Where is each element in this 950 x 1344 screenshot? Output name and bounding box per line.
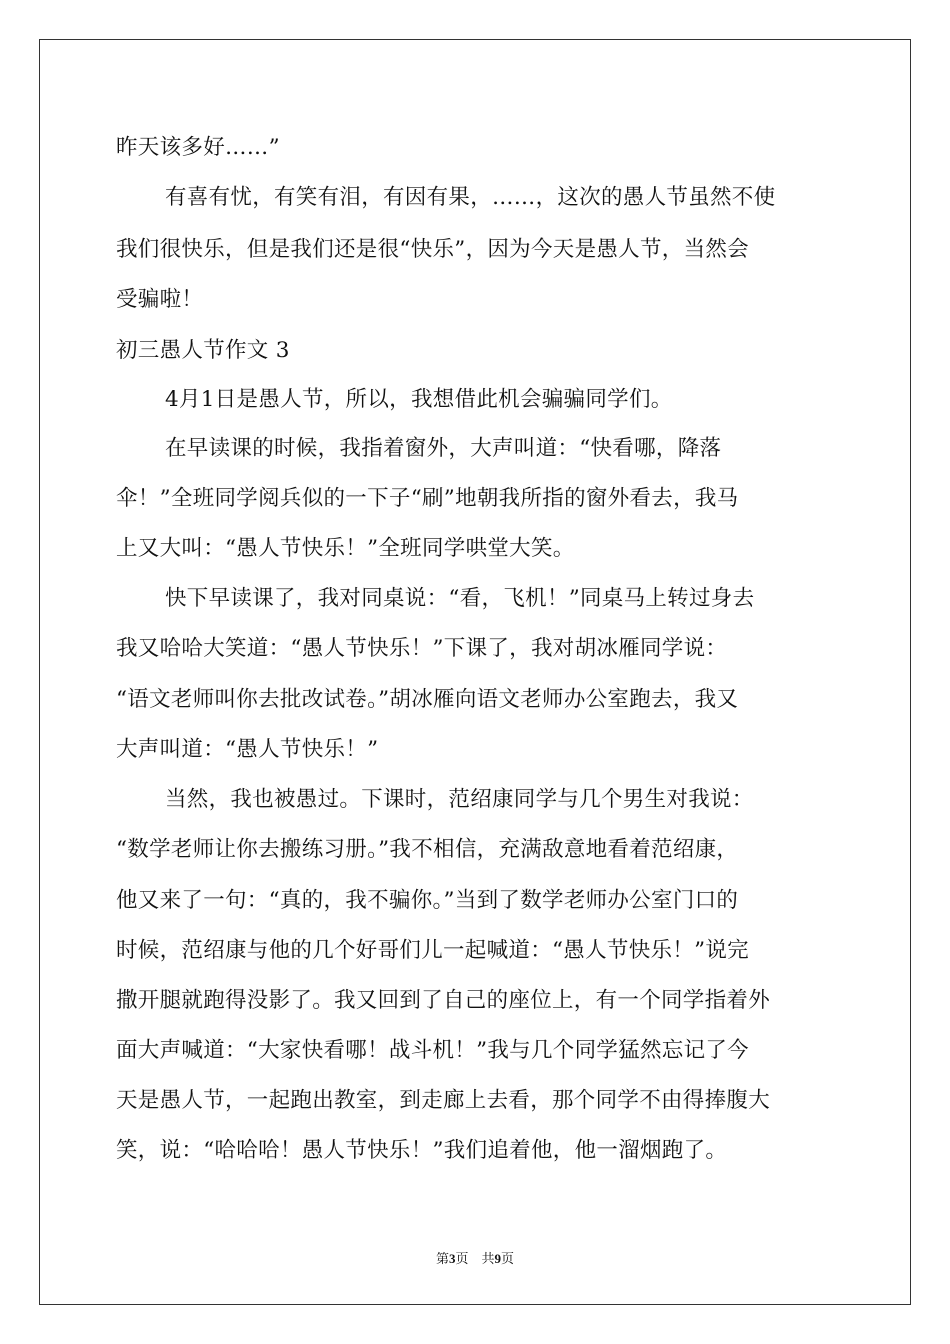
text-line: 有喜有忧，有笑有泪，有因有果，……，这次的愚人节虽然不使 — [165, 185, 776, 210]
text-line: “语文老师叫你去批改试卷。”胡冰雁向语文老师办公室跑去，我又 — [116, 687, 739, 712]
text-line: 时候，范绍康与他的几个好哥们儿一起喊道：“愚人节快乐！”说完 — [116, 938, 749, 963]
footer-prefix: 第 — [435, 1252, 449, 1267]
text-line: 伞！”全班同学阅兵似的一下子“刷”地朝我所指的窗外看去，我马 — [116, 486, 739, 511]
text-line: 面大声喊道：“大家快看哪！战斗机！”我与几个同学猛然忘记了今 — [116, 1038, 749, 1063]
text-line: 上又大叫：“愚人节快乐！”全班同学哄堂大笑。 — [116, 536, 575, 561]
page-footer — [0, 1248, 950, 1267]
text-line: 快下早读课了，我对同桌说：“看，飞机！”同桌马上转过身去 — [165, 586, 755, 611]
text-line: 在早读课的时候，我指着窗外，大声叫道：“快看哪，降落 — [165, 436, 722, 461]
total-page-number: 9 — [494, 1251, 501, 1266]
text-line: 天是愚人节，一起跑出教室，到走廊上去看，那个同学不由得捧腹大 — [116, 1088, 771, 1113]
text-line: 大声叫道：“愚人节快乐！” — [116, 737, 379, 762]
text-line: “数学老师让你去搬练习册。”我不相信，充满敌意地看着范绍康， — [116, 837, 739, 862]
section-heading: 初三愚人节作文 3 — [116, 338, 290, 363]
text-line: 昨天该多好……” — [116, 135, 280, 160]
text-line: 他又来了一句：“真的，我不骗你。”当到了数学老师办公室门口的 — [116, 888, 739, 913]
current-page-number: 3 — [448, 1251, 456, 1266]
text-line: 受骗啦！ — [116, 287, 204, 312]
text-line: 4月1日是愚人节，所以，我想借此机会骗骗同学们。 — [165, 387, 673, 412]
footer-suffix: 页 — [501, 1252, 515, 1267]
text-line: 当然，我也被愚过。下课时，范绍康同学与几个男生对我说： — [165, 787, 754, 812]
text-line: 撒开腿就跑得没影了。我又回到了自己的座位上，有一个同学指着外 — [116, 988, 771, 1013]
text-line: 我又哈哈大笑道：“愚人节快乐！”下课了，我对胡冰雁同学说： — [116, 636, 728, 661]
footer-mid: 页 共 — [455, 1252, 495, 1267]
text-line: 我们很快乐，但是我们还是很“快乐”，因为今天是愚人节，当然会 — [116, 237, 749, 262]
text-line: 笑，说：“哈哈哈！愚人节快乐！”我们追着他，他一溜烟跑了。 — [116, 1138, 728, 1163]
